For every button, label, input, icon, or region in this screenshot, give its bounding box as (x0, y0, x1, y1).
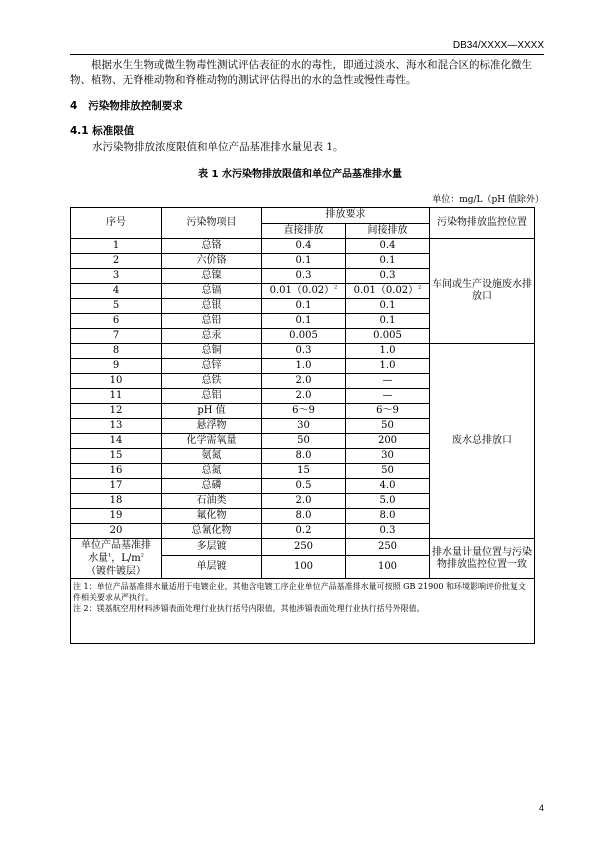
cell-direct: 100 (262, 556, 346, 579)
cell-direct (262, 389, 346, 404)
cell-indirect (346, 299, 430, 314)
emission-limits-table (70, 207, 535, 644)
value-text: 6～9 (292, 405, 315, 416)
cell-no: 6 (71, 314, 162, 329)
value-text: 0.5 (295, 480, 312, 491)
header-direct: 直接排放 (262, 223, 346, 239)
section-title: 污染物排放控制要求 (88, 100, 183, 112)
cell-direct (262, 359, 346, 374)
header-indirect: 间接排放 (346, 223, 430, 239)
cell-item: 氨氮 (162, 449, 262, 464)
cell-indirect (346, 329, 430, 344)
value-text: 8.0 (379, 510, 396, 521)
subsection-number: 4.1 (70, 125, 89, 137)
cell-direct (262, 374, 346, 389)
cell-direct (262, 239, 346, 254)
cell-no: 13 (71, 419, 162, 434)
value-text: — (382, 390, 393, 401)
value-text: 0.4 (295, 240, 312, 251)
value-text: 0.005 (289, 330, 318, 341)
value-text: 200 (377, 435, 398, 446)
subsection-title: 标准限值 (92, 125, 135, 137)
footnote-ref: 2 (418, 284, 422, 291)
cell-direct (262, 329, 346, 344)
value-text: 0.3 (295, 345, 312, 356)
location-total-outlet: 废水总排放口 (430, 344, 535, 539)
cell-indirect (346, 254, 430, 269)
value-text: 6～9 (376, 405, 399, 416)
cell-direct (262, 509, 346, 524)
cell-direct (262, 314, 346, 329)
cell-direct (262, 494, 346, 509)
cell-no: 10 (71, 374, 162, 389)
cell-no: 15 (71, 449, 162, 464)
value-text: 0.1 (295, 315, 312, 326)
cell-no: 1 (71, 239, 162, 254)
cell-direct (262, 269, 346, 284)
header-limits: 排放要求 (262, 208, 430, 224)
cell-direct (262, 419, 346, 434)
cell-item: pH 值 (162, 404, 262, 419)
cell-no: 8 (71, 344, 162, 359)
subsection-text: 水污染物排放浓度限值和单位产品基准排水量见表 1。 (92, 141, 344, 153)
section-heading (70, 98, 183, 113)
cell-direct (262, 404, 346, 419)
cell-no: 11 (71, 389, 162, 404)
value-text: 50 (297, 435, 310, 446)
cell-no: 4 (71, 284, 162, 299)
cell-item: 悬浮物 (162, 419, 262, 434)
value-text: 0.1 (295, 255, 312, 266)
cell-item: 总铅 (162, 314, 262, 329)
value-text: — (382, 375, 393, 386)
cell-no: 20 (71, 524, 162, 539)
table-unit: 单位：mg/L（pH 值除外） (432, 195, 544, 205)
cell-item: 总磷 (162, 479, 262, 494)
cell-item: 总铝 (162, 389, 262, 404)
value-text: 1.0 (379, 360, 396, 371)
header-location: 污染物排放监控位置 (430, 208, 535, 239)
cell-indirect: 250 (346, 539, 430, 556)
cell-direct (262, 284, 346, 299)
cell-item: 总镉 (162, 284, 262, 299)
cell-direct: 250 (262, 539, 346, 556)
cell-direct (262, 464, 346, 479)
cell-direct (262, 299, 346, 314)
cell-no: 2 (71, 254, 162, 269)
cell-no: 14 (71, 434, 162, 449)
cell-item: 总镍 (162, 269, 262, 284)
unit-exponent: 2 (140, 552, 144, 559)
value-text: 0.01（0.02） (353, 285, 419, 296)
cell-item: 单层镀 (162, 556, 262, 579)
value-text: 15 (297, 465, 310, 476)
cell-indirect (346, 494, 430, 509)
table-row (71, 239, 535, 254)
cell-no: 16 (71, 464, 162, 479)
value-text: 8.0 (295, 450, 312, 461)
cell-indirect (346, 269, 430, 284)
value-text: 0.3 (379, 270, 396, 281)
footnote-ref: 1 (108, 552, 112, 559)
header-divider (70, 54, 544, 55)
cell-no: 7 (71, 329, 162, 344)
cell-no: 19 (71, 509, 162, 524)
location-water-metering: 排水量计量位置与污染物排放监控位置一致 (430, 539, 535, 579)
location-workshop-outlet: 车间或生产设施废水排放口 (430, 239, 535, 344)
table-row-water-multi (71, 539, 535, 556)
cell-direct (262, 449, 346, 464)
value-text: 1.0 (295, 360, 312, 371)
cell-item: 石油类 (162, 494, 262, 509)
value-text: 0.2 (295, 525, 312, 536)
cell-indirect (346, 359, 430, 374)
header-item: 污染物项目 (162, 208, 262, 239)
note-1: 注 1：单位产品基准排水量适用于电镀企业，其他含电镀工序企业单位产品基准排水量可按照 GB 21900 和环境影响评价批复文件相关要求从严执行。 (73, 582, 526, 602)
cell-item: 六价铬 (162, 254, 262, 269)
header-no: 序号 (71, 208, 162, 239)
water-benchmark-label (71, 539, 162, 579)
cell-item: 总银 (162, 299, 262, 314)
cell-indirect (346, 434, 430, 449)
table-row (71, 344, 535, 359)
cell-no: 9 (71, 359, 162, 374)
value-text: 8.0 (295, 510, 312, 521)
cell-item: 总铬 (162, 239, 262, 254)
value-text: 0.1 (379, 255, 396, 266)
cell-no: 5 (71, 299, 162, 314)
water-label-unit: ，L/m (111, 553, 141, 564)
cell-indirect (346, 524, 430, 539)
value-text: 30 (381, 450, 394, 461)
value-text: 50 (381, 420, 394, 431)
cell-indirect (346, 464, 430, 479)
cell-direct (262, 344, 346, 359)
cell-item: 多层镀 (162, 539, 262, 556)
value-text: 50 (381, 465, 394, 476)
cell-item: 总汞 (162, 329, 262, 344)
section-number: 4 (70, 100, 78, 112)
value-text: 0.1 (379, 300, 396, 311)
value-text: 2.0 (295, 390, 312, 401)
value-text: 0.005 (373, 330, 402, 341)
cell-indirect: 100 (346, 556, 430, 579)
cell-indirect (346, 479, 430, 494)
value-text: 30 (297, 420, 310, 431)
cell-indirect (346, 419, 430, 434)
water-label-part1: 单位产品基准排 (81, 540, 151, 551)
note-2: 注 2：镁基航空用材料涉镉表面处理行业执行括号内限值，其他涉镉表面处理行业执行括号外限值。 (73, 604, 425, 613)
value-text: 0.1 (295, 300, 312, 311)
cell-indirect (346, 404, 430, 419)
cell-item: 总铜 (162, 344, 262, 359)
cell-indirect (346, 449, 430, 464)
cell-direct (262, 434, 346, 449)
cell-item: 总锌 (162, 359, 262, 374)
cell-direct (262, 479, 346, 494)
notes-row (71, 579, 535, 644)
value-text: 0.01（0.02） (269, 285, 335, 296)
cell-indirect (346, 509, 430, 524)
cell-indirect (346, 284, 430, 299)
cell-indirect (346, 374, 430, 389)
cell-no: 12 (71, 404, 162, 419)
cell-indirect (346, 314, 430, 329)
table-notes (71, 579, 535, 644)
value-text: 5.0 (379, 495, 396, 506)
value-text: 0.1 (379, 315, 396, 326)
value-text: 4.0 (379, 480, 396, 491)
cell-indirect (346, 389, 430, 404)
cell-indirect (346, 239, 430, 254)
value-text: 0.3 (379, 525, 396, 536)
intro-paragraph: 根据水生生物或微生物毒性测试评估表征的水的毒性，即通过淡水、海水和混合区的标准化微生物、植物、无脊椎动物和脊椎动物的测试评估得出的水的急性或慢性毒性。 (70, 59, 532, 86)
cell-no: 17 (71, 479, 162, 494)
page-number: 4 (538, 803, 544, 813)
cell-direct (262, 524, 346, 539)
table-title: 表 1 水污染物排放限值和单位产品基准排水量 (198, 169, 402, 180)
water-label-part3: （镀件镀层） (86, 566, 146, 577)
value-text: 1.0 (379, 345, 396, 356)
value-text: 2.0 (295, 495, 312, 506)
cell-no: 3 (71, 269, 162, 284)
footnote-ref: 2 (334, 284, 338, 291)
document-id: DB34/XXXX—XXXX (452, 40, 544, 51)
cell-item: 氟化物 (162, 509, 262, 524)
cell-item: 总铁 (162, 374, 262, 389)
cell-direct (262, 254, 346, 269)
value-text: 0.3 (295, 270, 312, 281)
value-text: 2.0 (295, 375, 312, 386)
value-text: 0.4 (379, 240, 396, 251)
cell-item: 总氮 (162, 464, 262, 479)
subsection-heading (70, 123, 134, 138)
cell-item: 总氰化物 (162, 524, 262, 539)
cell-indirect (346, 344, 430, 359)
cell-no: 18 (71, 494, 162, 509)
water-label-part2: 水量 (88, 553, 109, 564)
cell-item: 化学需氧量 (162, 434, 262, 449)
